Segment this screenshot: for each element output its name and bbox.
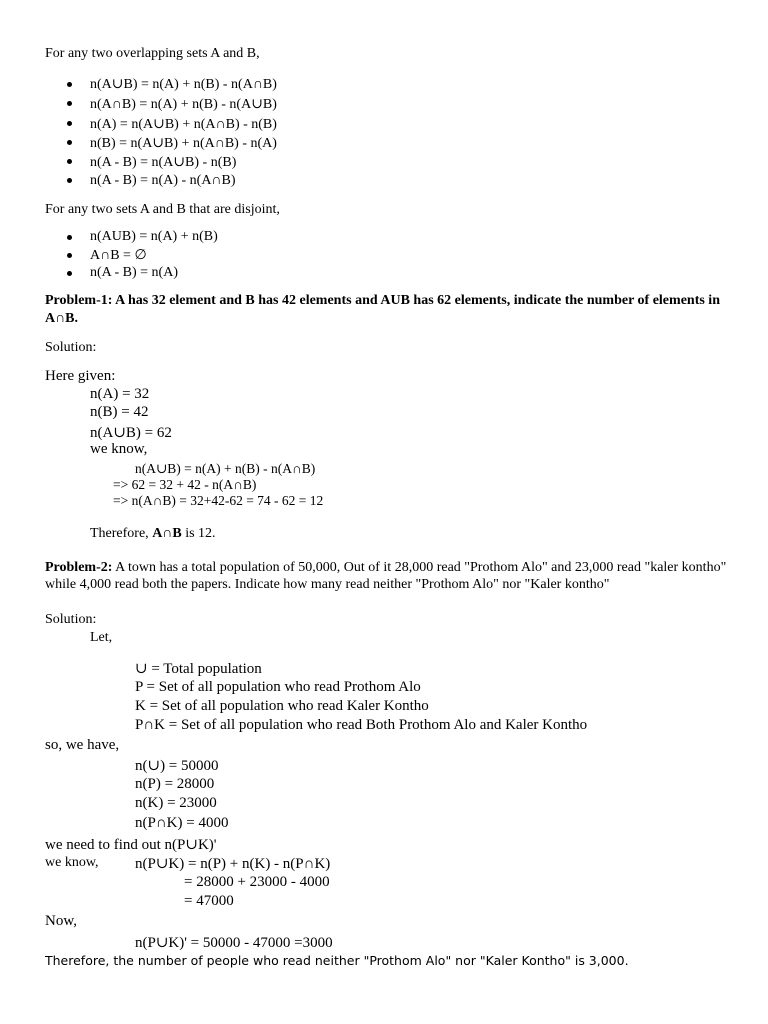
bullet-icon bbox=[67, 253, 72, 258]
problem2-calc-line: = 47000 bbox=[184, 893, 234, 909]
problem1-therefore bbox=[90, 526, 216, 542]
bullet-icon bbox=[67, 159, 72, 164]
problem1-statement-line2: A∩B. bbox=[45, 311, 79, 326]
problem2-definition: P = Set of all population who read Prothom Alo bbox=[135, 679, 421, 695]
problem2-value: n(∪) = 50000 bbox=[135, 758, 219, 774]
problem1-step1: => 62 = 32 + 42 - n(A∩B) bbox=[113, 477, 257, 492]
disjoint-formula: A∩B = ∅ bbox=[90, 248, 147, 263]
problem1-therefore-suffix: is 12. bbox=[181, 526, 216, 541]
problem2-calc-line: = 28000 + 23000 - 4000 bbox=[184, 874, 330, 890]
problem1-we-know: we know, bbox=[90, 441, 148, 457]
problem2-definition: P∩K = Set of all population who read Both Prothom Alo and Kaler Kontho bbox=[135, 717, 588, 733]
bullet-icon bbox=[67, 235, 72, 240]
problem2-need-to-find: we need to find out n(P∪K)' bbox=[45, 837, 217, 853]
problem2-value: n(K) = 23000 bbox=[135, 795, 217, 811]
overlap-formula: n(A - B) = n(A∪B) - n(B) bbox=[90, 155, 237, 170]
problem2-now: Now, bbox=[45, 913, 77, 929]
problem2-value: n(P∩K) = 4000 bbox=[135, 815, 229, 831]
problem1-here-given: Here given: bbox=[45, 368, 116, 384]
overlap-formula: n(A∩B) = n(A) + n(B) - n(A∪B) bbox=[90, 97, 277, 112]
problem1-given-a: n(A) = 32 bbox=[90, 386, 150, 402]
problem2-definition: ∪ = Total population bbox=[135, 661, 262, 677]
problem1-formula: n(A∪B) = n(A) + n(B) - n(A∩B) bbox=[135, 461, 316, 476]
overlap-formula: n(B) = n(A∪B) + n(A∩B) - n(A) bbox=[90, 136, 277, 151]
problem1-statement-line1: Problem-1: A has 32 element and B has 42 elements and AUB has 62 elements, indicate the number of elements in bbox=[45, 293, 720, 308]
problem2-so-we-have: so, we have, bbox=[45, 737, 120, 753]
overlap-formula: n(A) = n(A∪B) + n(A∩B) - n(B) bbox=[90, 117, 277, 132]
bullet-icon bbox=[67, 82, 72, 87]
problem1-solution-label: Solution: bbox=[45, 340, 97, 355]
problem2-conclusion: Therefore, the number of people who read neither "Prothom Alo" nor "Kaler Kontho" is 3,000. bbox=[45, 953, 629, 968]
problem1-therefore-prefix: Therefore, bbox=[90, 526, 153, 541]
disjoint-formula: n(AUB) = n(A) + n(B) bbox=[90, 229, 218, 244]
problem2-solution-label: Solution: bbox=[45, 612, 97, 627]
intro-disjoint: For any two sets A and B that are disjoint, bbox=[45, 202, 280, 217]
problem1-given-b: n(B) = 42 bbox=[90, 404, 149, 420]
problem1-given-union: n(A∪B) = 62 bbox=[90, 425, 172, 441]
problem2-label: Problem-2: bbox=[45, 560, 113, 575]
problem1-step2: => n(A∩B) = 32+42-62 = 74 - 62 = 12 bbox=[113, 493, 324, 508]
problem1-therefore-bold: A∩B bbox=[152, 526, 182, 541]
bullet-icon bbox=[67, 178, 72, 183]
bullet-icon bbox=[67, 271, 72, 276]
bullet-icon bbox=[67, 101, 72, 106]
problem2-value: n(P) = 28000 bbox=[135, 776, 215, 792]
overlap-formula: n(A∪B) = n(A) + n(B) - n(A∩B) bbox=[90, 77, 277, 92]
problem2-definition: K = Set of all population who read Kaler Kontho bbox=[135, 698, 429, 714]
bullet-icon bbox=[67, 121, 72, 126]
problem2-let: Let, bbox=[90, 630, 113, 645]
problem2-statement-line2: while 4,000 read both the papers. Indicate how many read neither "Prothom Alo" nor "Kaler kontho" bbox=[45, 577, 610, 592]
intro-overlap: For any two overlapping sets A and B, bbox=[45, 46, 260, 61]
problem2-we-know: we know, bbox=[45, 855, 99, 870]
disjoint-formula: n(A - B) = n(A) bbox=[90, 265, 178, 280]
problem2-final-calc: n(P∪K)' = 50000 - 47000 =3000 bbox=[135, 935, 333, 951]
overlap-formula: n(A - B) = n(A) - n(A∩B) bbox=[90, 173, 236, 188]
problem2-calc-line: n(P∪K) = n(P) + n(K) - n(P∩K) bbox=[135, 856, 331, 872]
problem2-text-line1: A town has a total population of 50,000, Out of it 28,000 read "Prothom Alo" and 23,000 read "kaler kontho" bbox=[112, 560, 727, 575]
bullet-icon bbox=[67, 140, 72, 145]
problem2-statement-line1 bbox=[45, 560, 726, 576]
